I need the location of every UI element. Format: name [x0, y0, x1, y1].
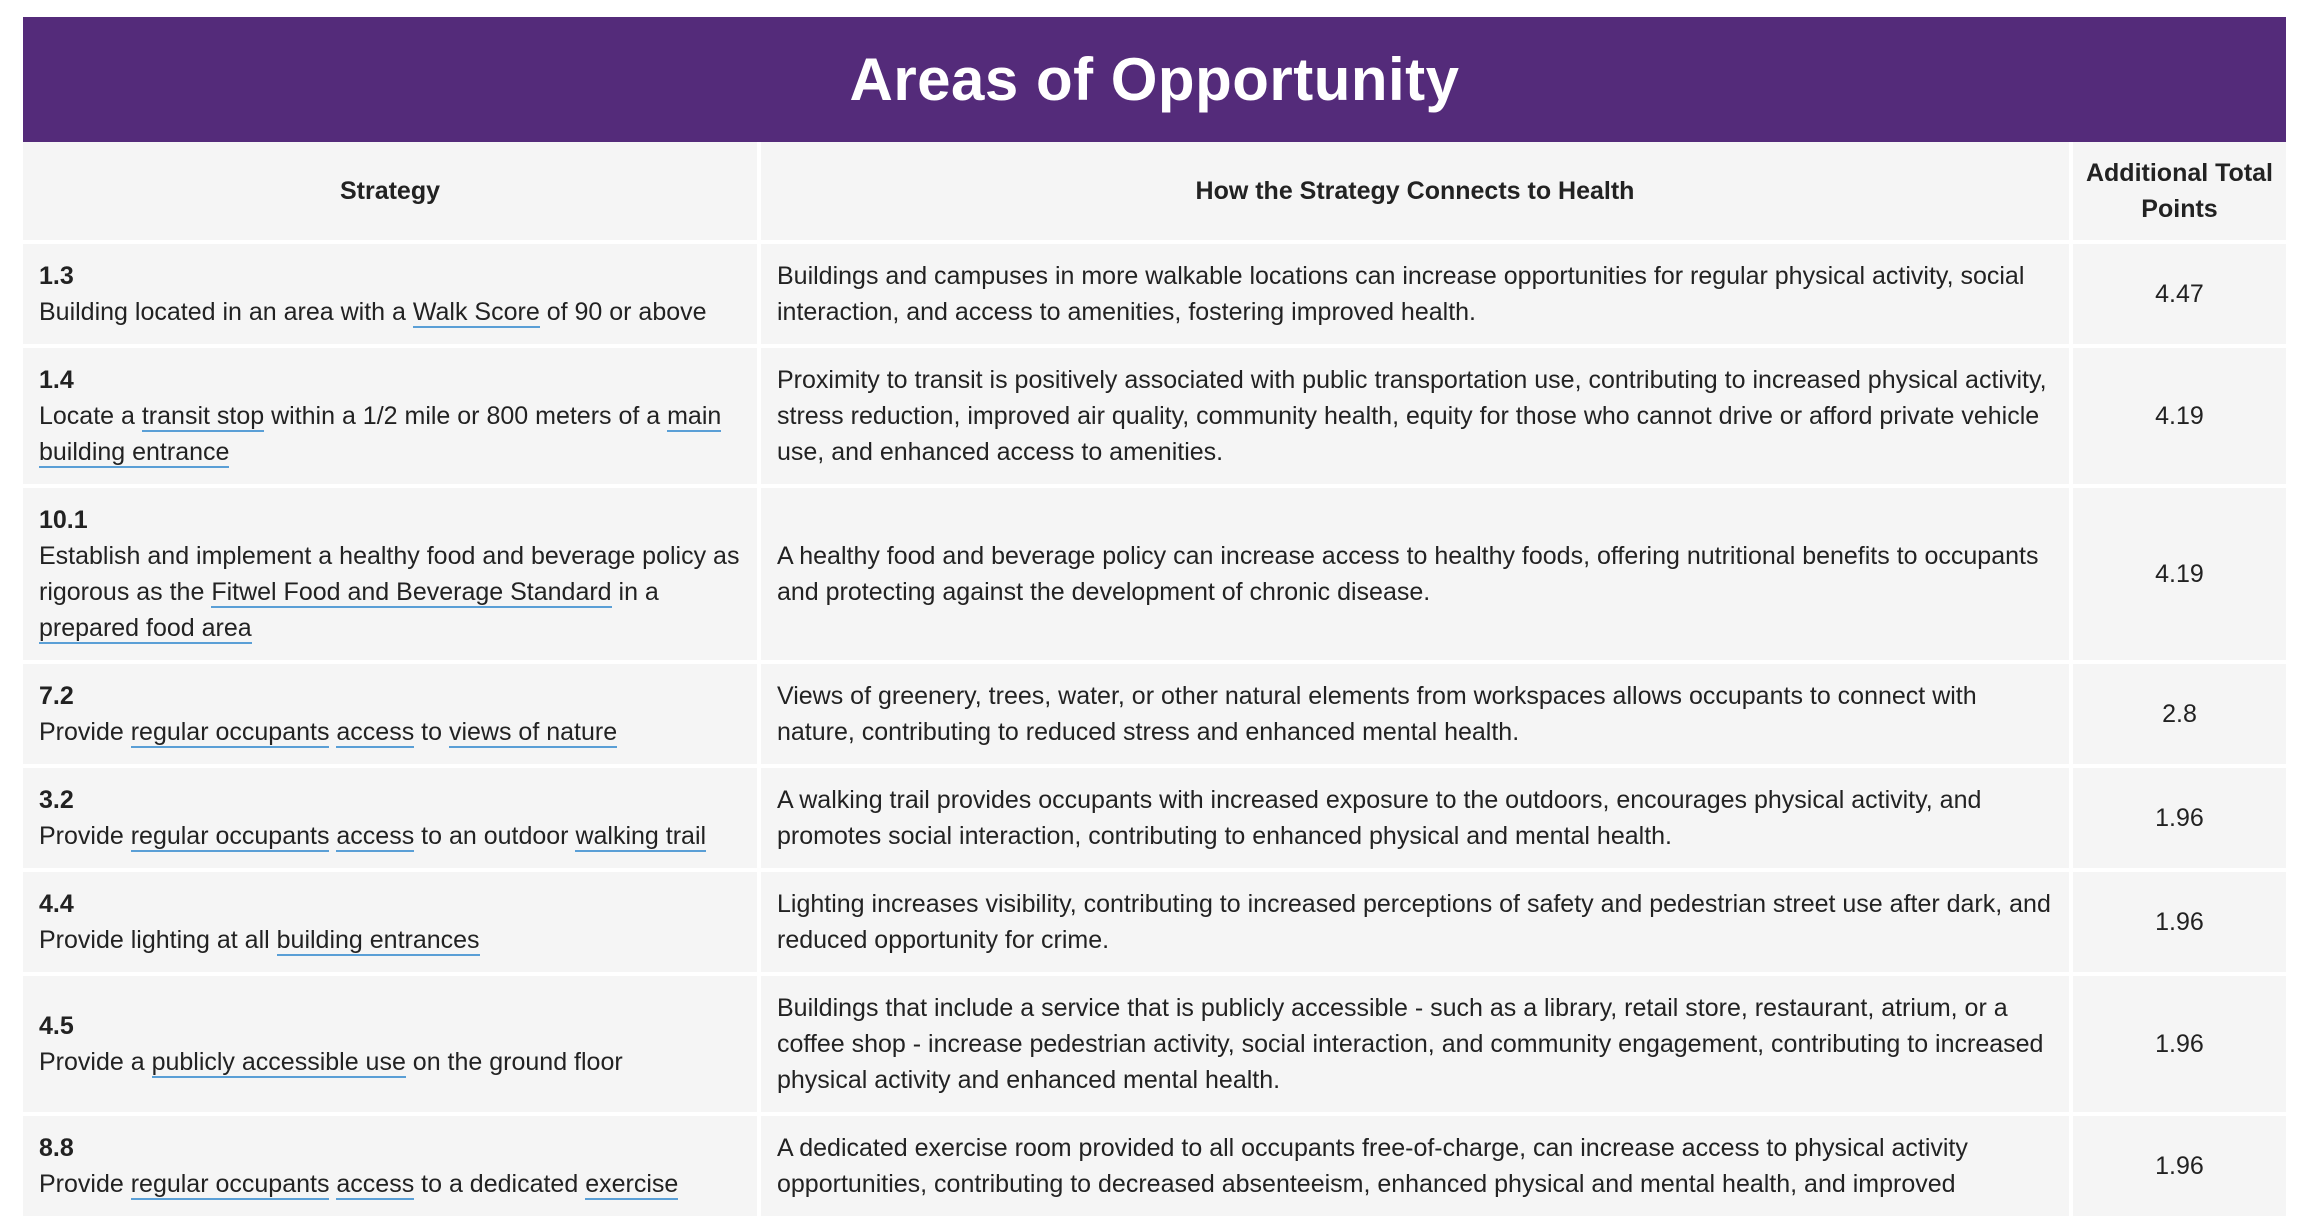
strategy-cell	[23, 768, 757, 868]
points-cell: 1.96	[2073, 768, 2286, 868]
glossary-link[interactable]: access	[336, 718, 415, 746]
strategy-text: Building located in an area with a	[39, 298, 413, 326]
strategy-description	[39, 822, 706, 852]
strategy-text: to	[414, 718, 449, 746]
points-column-header: Additional Total Points	[2073, 142, 2286, 240]
glossary-link[interactable]: transit stop	[141, 402, 265, 430]
points-cell: 4.19	[2073, 348, 2286, 484]
glossary-link[interactable]: building entrances	[276, 926, 480, 954]
glossary-link[interactable]: Walk Score	[412, 298, 540, 326]
glossary-link[interactable]: regular occupants	[130, 822, 330, 850]
strategy-id: 4.5	[39, 1012, 74, 1040]
strategy-text: to a dedicated	[414, 1170, 586, 1198]
opportunities-table-wrapper	[23, 142, 2286, 1220]
strategy-id: 1.3	[39, 262, 74, 290]
strategy-text: within a 1/2 mile or 800 meters of a	[264, 402, 668, 430]
glossary-link[interactable]: regular occupants	[130, 718, 330, 746]
glossary-link[interactable]: access	[336, 822, 415, 850]
health-connection-cell: Buildings that include a service that is publicly accessible - such as a library, retail store, restaurant, atrium, or a coffee shop - increase pedestrian activity, social interaction, and community engagement, contributing to increased physical activity and enhanced mental health.	[761, 976, 2069, 1112]
table-row	[23, 872, 2286, 972]
health-connection-cell: A walking trail provides occupants with increased exposure to the outdoors, encourages physical activity, and promotes social interaction, contributing to enhanced physical and mental health.	[761, 768, 2069, 868]
health-connection-cell: Views of greenery, trees, water, or other natural elements from workspaces allows occupants to connect with nature, contributing to reduced stress and enhanced mental health.	[761, 664, 2069, 764]
glossary-link[interactable]: access	[336, 1170, 415, 1198]
strategy-text: Provide lighting at all	[39, 926, 277, 954]
strategy-id: 7.2	[39, 682, 74, 710]
strategy-description	[39, 298, 707, 328]
points-cell: 4.19	[2073, 488, 2286, 660]
points-cell: 1.96	[2073, 1116, 2286, 1216]
strategy-text: Locate a	[39, 402, 142, 430]
strategy-id: 10.1	[39, 506, 88, 534]
glossary-link[interactable]: main building entrance	[39, 402, 722, 466]
strategy-description	[39, 542, 739, 644]
strategy-text: on the ground floor	[405, 1048, 623, 1076]
strategy-id: 1.4	[39, 366, 74, 394]
table-row	[23, 664, 2286, 764]
glossary-link[interactable]: views of nature	[448, 718, 618, 746]
strategy-text: Provide	[39, 1170, 131, 1198]
strategy-cell	[23, 488, 757, 660]
health-connection-cell: A dedicated exercise room provided to all occupants free-of-charge, can increase access to physical activity opportunities, contributing to decreased absenteeism, enhanced physical and mental health, and improved	[761, 1116, 2069, 1216]
table-row	[23, 244, 2286, 344]
health-connection-cell: Proximity to transit is positively associated with public transportation use, contributing to increased physical activity, stress reduction, improved air quality, community health, equity for those who cannot drive or afford private vehicle use, and enhanced access to amenities.	[761, 348, 2069, 484]
glossary-link[interactable]: publicly accessible use	[151, 1048, 406, 1076]
strategy-cell	[23, 664, 757, 764]
glossary-link[interactable]: prepared food area	[39, 614, 252, 642]
strategy-id: 3.2	[39, 786, 74, 814]
strategy-text: of 90 or above	[539, 298, 707, 326]
strategy-cell	[23, 976, 757, 1112]
table-body	[23, 244, 2286, 1216]
health-column-header: How the Strategy Connects to Health	[761, 142, 2069, 240]
strategy-description	[39, 926, 480, 956]
glossary-link[interactable]: Fitwel Food and Beverage Standard	[211, 578, 612, 606]
strategy-text: to an outdoor	[414, 822, 576, 850]
table-row	[23, 976, 2286, 1112]
strategy-description	[39, 1048, 623, 1078]
strategy-text: Provide	[39, 718, 131, 746]
strategy-text: Establish and implement a healthy food and beverage policy as rigorous as the	[39, 542, 740, 606]
page-title: Areas of Opportunity	[849, 46, 1460, 113]
health-connection-cell: A healthy food and beverage policy can increase access to healthy foods, offering nutritional benefits to occupants and protecting against the development of chronic disease.	[761, 488, 2069, 660]
table-header-row	[23, 142, 2286, 240]
points-cell: 1.96	[2073, 976, 2286, 1112]
glossary-link[interactable]: regular occupants	[130, 1170, 330, 1198]
strategy-cell	[23, 872, 757, 972]
points-cell: 4.47	[2073, 244, 2286, 344]
table-row	[23, 768, 2286, 868]
table-row	[23, 1116, 2286, 1216]
table-row	[23, 488, 2286, 660]
strategy-text: Provide	[39, 822, 131, 850]
strategy-cell	[23, 1116, 757, 1216]
health-connection-cell: Lighting increases visibility, contributing to increased perceptions of safety and pedestrian street use after dark, and reduced opportunity for crime.	[761, 872, 2069, 972]
strategy-description	[39, 1170, 678, 1200]
strategy-cell	[23, 348, 757, 484]
opportunities-table	[19, 138, 2290, 1220]
title-banner	[23, 17, 2286, 142]
strategy-text: in a	[611, 578, 659, 606]
strategy-description	[39, 718, 617, 748]
glossary-link[interactable]: walking trail	[575, 822, 707, 850]
strategy-description	[39, 402, 721, 468]
points-cell: 2.8	[2073, 664, 2286, 764]
table-row	[23, 348, 2286, 484]
strategy-column-header: Strategy	[23, 142, 757, 240]
points-cell: 1.96	[2073, 872, 2286, 972]
strategy-id: 4.4	[39, 890, 74, 918]
glossary-link[interactable]: exercise	[585, 1170, 679, 1198]
strategy-text: Provide a	[39, 1048, 152, 1076]
strategy-cell	[23, 244, 757, 344]
strategy-id: 8.8	[39, 1134, 74, 1162]
health-connection-cell: Buildings and campuses in more walkable locations can increase opportunities for regular physical activity, social interaction, and access to amenities, fostering improved health.	[761, 244, 2069, 344]
